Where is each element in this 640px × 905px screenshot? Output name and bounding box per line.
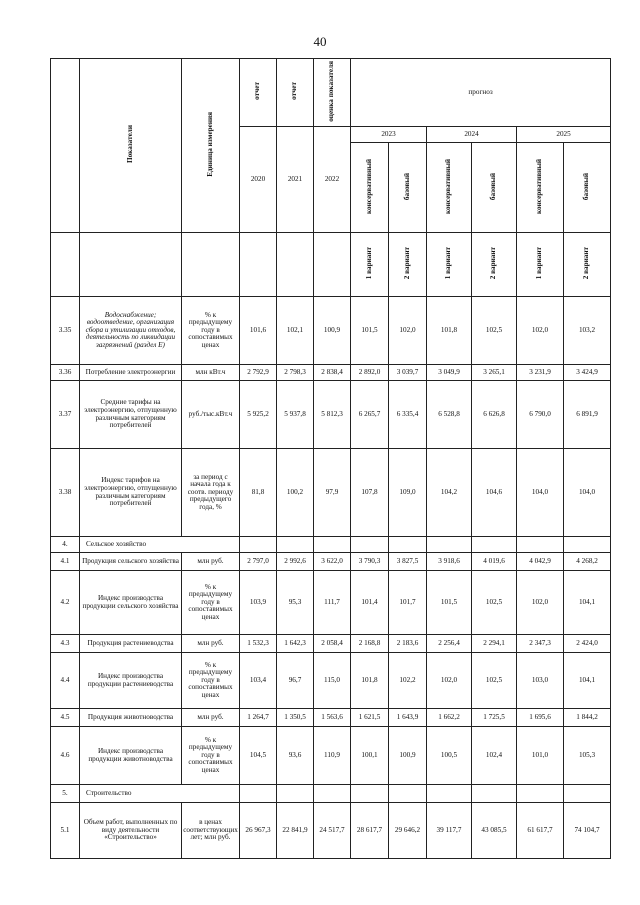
value-cell: 97,9	[314, 449, 351, 537]
value-cell: 101,6	[240, 297, 277, 365]
empty-cell	[240, 785, 277, 803]
value-cell: 2 838,4	[314, 365, 351, 381]
value-cell: 1 350,5	[277, 709, 314, 727]
value-cell: 95,3	[277, 571, 314, 635]
empty-cell	[277, 537, 314, 553]
table-row	[51, 553, 611, 571]
value-cell: 102,5	[472, 297, 517, 365]
row-unit: за период с начала года к соотв. периоду предыдущего года, %	[182, 449, 240, 537]
row-indicator: Индекс тарифов на электроэнергию, отпущенную различным категориям потребителей	[80, 449, 182, 537]
empty-cell	[472, 537, 517, 553]
value-cell: 101,7	[389, 571, 427, 635]
value-cell: 1 725,5	[472, 709, 517, 727]
value-cell: 104,1	[564, 571, 611, 635]
row-indicator: Продукция сельского хозяйства	[80, 553, 182, 571]
value-cell: 105,3	[564, 727, 611, 785]
value-cell: 102,5	[472, 653, 517, 709]
value-cell: 2 797,0	[240, 553, 277, 571]
value-cell: 2 792,9	[240, 365, 277, 381]
value-cell: 6 891,9	[564, 381, 611, 449]
table-row	[51, 571, 611, 635]
value-cell: 1 642,3	[277, 635, 314, 653]
empty-cell	[389, 785, 427, 803]
row-number: 4.3	[51, 635, 80, 653]
value-cell: 3 827,5	[389, 553, 427, 571]
header-unit: Единица измерения	[182, 59, 240, 233]
value-cell: 1 621,5	[351, 709, 389, 727]
value-cell: 3 790,3	[351, 553, 389, 571]
value-cell: 4 268,2	[564, 553, 611, 571]
row-number: 4.1	[51, 553, 80, 571]
value-cell: 6 626,8	[472, 381, 517, 449]
header-variant2-2023: 2 вариант	[389, 233, 427, 297]
value-cell: 1 643,9	[389, 709, 427, 727]
empty-cell	[427, 537, 472, 553]
section-title: Строительство	[80, 785, 240, 803]
value-cell: 4 042,9	[517, 553, 564, 571]
value-cell: 101,5	[351, 297, 389, 365]
header-year-2022: 2022	[314, 127, 351, 233]
header-year-2023: 2023	[351, 127, 427, 143]
value-cell: 61 617,7	[517, 803, 564, 859]
value-cell: 101,8	[351, 653, 389, 709]
page-number: 40	[313, 34, 327, 49]
header-base-2023: базовый	[389, 143, 427, 233]
value-cell: 1 563,6	[314, 709, 351, 727]
value-cell: 93,6	[277, 727, 314, 785]
row-number: 4.6	[51, 727, 80, 785]
value-cell: 103,9	[240, 571, 277, 635]
row-unit: в ценах соответствующих лет; млн руб.	[182, 803, 240, 859]
row-unit: млн кВт.ч	[182, 365, 240, 381]
value-cell: 107,8	[351, 449, 389, 537]
value-cell: 3 231,9	[517, 365, 564, 381]
section-number: 4.	[51, 537, 80, 553]
header-year-2021: 2021	[277, 127, 314, 233]
value-cell: 110,9	[314, 727, 351, 785]
empty-cell	[314, 537, 351, 553]
value-cell: 100,5	[427, 727, 472, 785]
value-cell: 28 617,7	[351, 803, 389, 859]
value-cell: 102,4	[472, 727, 517, 785]
header-number-cell	[51, 59, 80, 233]
value-cell: 74 104,7	[564, 803, 611, 859]
table-row	[51, 803, 611, 859]
value-cell: 29 646,2	[389, 803, 427, 859]
value-cell: 100,2	[277, 449, 314, 537]
value-cell: 3 265,1	[472, 365, 517, 381]
row-unit: руб./тыс.кВт.ч	[182, 381, 240, 449]
empty-cell	[564, 785, 611, 803]
value-cell: 1 695,6	[517, 709, 564, 727]
row-unit: % к предыдущему году в сопоставимых ценах	[182, 727, 240, 785]
table-body	[51, 297, 611, 859]
row-number: 3.36	[51, 365, 80, 381]
header-year-2025: 2025	[517, 127, 611, 143]
value-cell: 2 294,1	[472, 635, 517, 653]
value-cell: 102,0	[389, 297, 427, 365]
table-row	[51, 297, 611, 365]
value-cell: 3 039,7	[389, 365, 427, 381]
row-number: 3.35	[51, 297, 80, 365]
value-cell: 102,2	[389, 653, 427, 709]
empty-cell	[314, 785, 351, 803]
value-cell: 43 085,5	[472, 803, 517, 859]
header-year-2020: 2020	[240, 127, 277, 233]
row-unit: % к предыдущему году в сопоставимых ценах	[182, 571, 240, 635]
value-cell: 109,0	[389, 449, 427, 537]
row-unit: млн руб.	[182, 709, 240, 727]
header-base-2024: базовый	[472, 143, 517, 233]
row-number: 3.37	[51, 381, 80, 449]
empty-cell	[427, 785, 472, 803]
value-cell: 81,8	[240, 449, 277, 537]
value-cell: 2 256,4	[427, 635, 472, 653]
value-cell: 2 798,3	[277, 365, 314, 381]
value-cell: 1 264,7	[240, 709, 277, 727]
empty-cell	[389, 537, 427, 553]
value-cell: 104,0	[564, 449, 611, 537]
header-variant1-2023: 1 вариант	[351, 233, 389, 297]
empty-cell	[564, 537, 611, 553]
value-cell: 24 517,7	[314, 803, 351, 859]
value-cell: 115,0	[314, 653, 351, 709]
row-unit: % к предыдущему году в сопоставимых ценах	[182, 653, 240, 709]
row-indicator: Продукция растениеводства	[80, 635, 182, 653]
section-row	[51, 785, 611, 803]
section-number: 5.	[51, 785, 80, 803]
value-cell: 22 841,9	[277, 803, 314, 859]
row-number: 4.4	[51, 653, 80, 709]
value-cell: 5 937,8	[277, 381, 314, 449]
empty-cell	[517, 785, 564, 803]
value-cell: 96,7	[277, 653, 314, 709]
value-cell: 3 918,6	[427, 553, 472, 571]
value-cell: 104,6	[472, 449, 517, 537]
empty-cell	[351, 785, 389, 803]
value-cell: 104,1	[564, 653, 611, 709]
value-cell: 1 532,3	[240, 635, 277, 653]
section-row	[51, 537, 611, 553]
value-cell: 100,1	[351, 727, 389, 785]
row-indicator: Объем работ, выполненных по виду деятельности «Строительство»	[80, 803, 182, 859]
header-report-2020: отчет	[240, 59, 277, 127]
value-cell: 26 967,3	[240, 803, 277, 859]
header-variant1-2024: 1 вариант	[427, 233, 472, 297]
value-cell: 3 622,0	[314, 553, 351, 571]
value-cell: 101,4	[351, 571, 389, 635]
header-base-2025: базовый	[564, 143, 611, 233]
row-indicator: Индекс производства продукции животноводства	[80, 727, 182, 785]
value-cell: 6 265,7	[351, 381, 389, 449]
header-conservative-2023: консервативный	[351, 143, 389, 233]
value-cell: 3 424,9	[564, 365, 611, 381]
empty-cell	[240, 537, 277, 553]
header-conservative-2025: консервативный	[517, 143, 564, 233]
row-unit: млн руб.	[182, 635, 240, 653]
row-indicator: Водоснабжение; водоотведение, организация сбора и утилизации отходов, деятельность по ликвидации загрязнений (раздел Е)	[80, 297, 182, 365]
row-unit: % к предыдущему году в сопоставимых ценах	[182, 297, 240, 365]
value-cell: 102,5	[472, 571, 517, 635]
value-cell: 6 528,8	[427, 381, 472, 449]
row-indicator: Индекс производства продукции сельского хозяйства	[80, 571, 182, 635]
header-year-2024: 2024	[427, 127, 517, 143]
value-cell: 5 812,3	[314, 381, 351, 449]
row-number: 4.5	[51, 709, 80, 727]
value-cell: 2 347,3	[517, 635, 564, 653]
value-cell: 2 183,6	[389, 635, 427, 653]
forecast-table	[50, 58, 611, 859]
value-cell: 1 662,2	[427, 709, 472, 727]
table-row	[51, 381, 611, 449]
header-estimate: оценка показателя	[314, 59, 351, 127]
table-row	[51, 653, 611, 709]
empty-cell	[517, 537, 564, 553]
value-cell: 103,0	[517, 653, 564, 709]
value-cell: 103,2	[564, 297, 611, 365]
value-cell: 1 844,2	[564, 709, 611, 727]
value-cell: 102,0	[517, 571, 564, 635]
value-cell: 2 892,0	[351, 365, 389, 381]
table-row	[51, 635, 611, 653]
row-indicator: Средние тарифы на электроэнергию, отпущенную различным категориям потребителей	[80, 381, 182, 449]
value-cell: 100,9	[389, 727, 427, 785]
value-cell: 104,5	[240, 727, 277, 785]
value-cell: 101,5	[427, 571, 472, 635]
value-cell: 3 049,9	[427, 365, 472, 381]
value-cell: 4 019,6	[472, 553, 517, 571]
empty-cell	[351, 537, 389, 553]
row-indicator: Продукция животноводства	[80, 709, 182, 727]
row-unit: млн руб.	[182, 553, 240, 571]
value-cell: 100,9	[314, 297, 351, 365]
value-cell: 101,8	[427, 297, 472, 365]
header-report-2021: отчет	[277, 59, 314, 127]
value-cell: 104,0	[517, 449, 564, 537]
row-indicator: Потребление электроэнергии	[80, 365, 182, 381]
table-row	[51, 365, 611, 381]
header-conservative-2024: консервативный	[427, 143, 472, 233]
header-forecast: прогноз	[351, 59, 611, 127]
header-indicators: Показатели	[80, 59, 182, 233]
table-row	[51, 709, 611, 727]
value-cell: 104,2	[427, 449, 472, 537]
value-cell: 6 335,4	[389, 381, 427, 449]
table-row	[51, 727, 611, 785]
section-title: Сельское хозяйство	[80, 537, 240, 553]
row-number: 3.38	[51, 449, 80, 537]
row-indicator: Индекс производства продукции растениеводства	[80, 653, 182, 709]
value-cell: 102,0	[427, 653, 472, 709]
value-cell: 2 424,0	[564, 635, 611, 653]
value-cell: 2 058,4	[314, 635, 351, 653]
value-cell: 5 925,2	[240, 381, 277, 449]
value-cell: 101,0	[517, 727, 564, 785]
header-variant2-2025: 2 вариант	[564, 233, 611, 297]
header-variant1-2025: 1 вариант	[517, 233, 564, 297]
value-cell: 2 168,8	[351, 635, 389, 653]
value-cell: 103,4	[240, 653, 277, 709]
value-cell: 39 117,7	[427, 803, 472, 859]
empty-cell	[472, 785, 517, 803]
value-cell: 102,0	[517, 297, 564, 365]
value-cell: 111,7	[314, 571, 351, 635]
row-number: 4.2	[51, 571, 80, 635]
value-cell: 102,1	[277, 297, 314, 365]
row-number: 5.1	[51, 803, 80, 859]
header-variant2-2024: 2 вариант	[472, 233, 517, 297]
value-cell: 6 790,0	[517, 381, 564, 449]
value-cell: 2 992,6	[277, 553, 314, 571]
empty-cell	[277, 785, 314, 803]
table-row	[51, 449, 611, 537]
